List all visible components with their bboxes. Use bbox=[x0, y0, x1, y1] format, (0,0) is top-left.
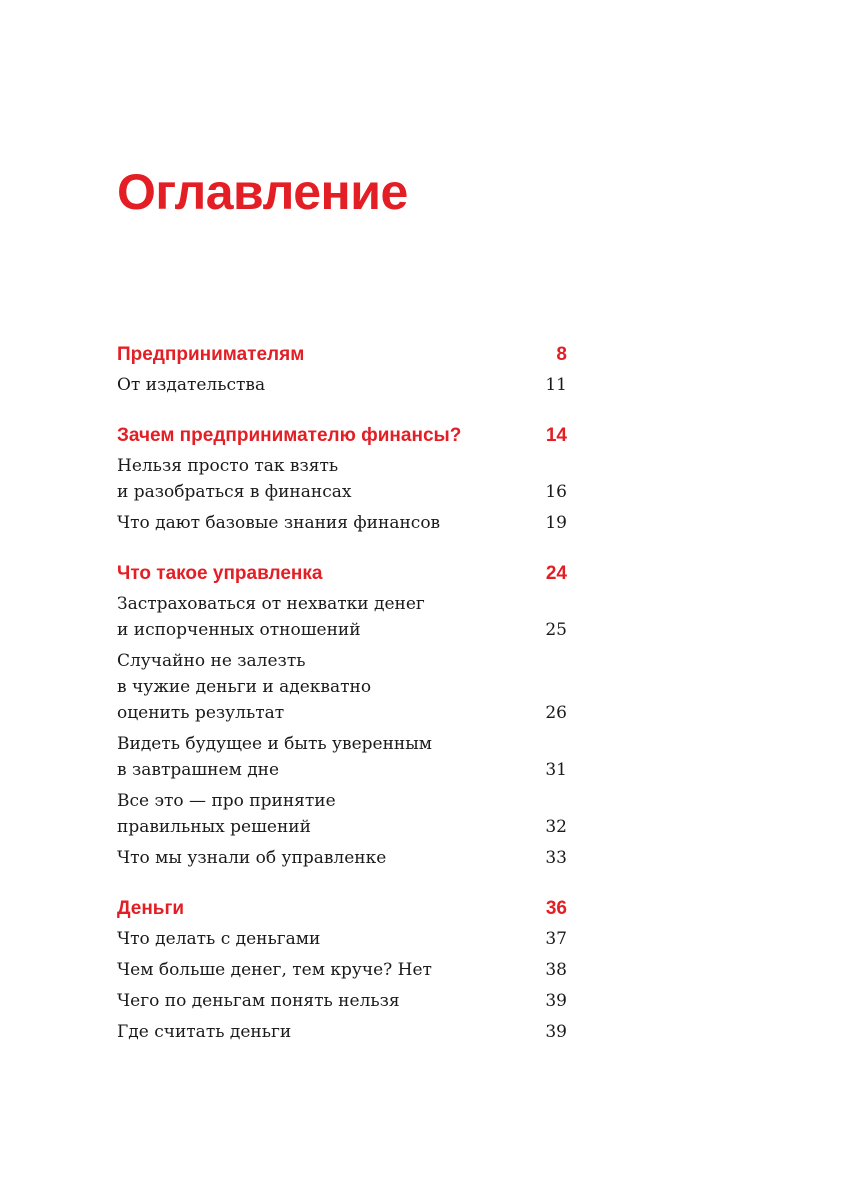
entry-title: Где считать деньги bbox=[117, 1022, 292, 1042]
toc-entry[interactable] bbox=[117, 510, 567, 536]
entry-page: 33 bbox=[545, 848, 567, 868]
entry-page: 11 bbox=[545, 375, 567, 395]
toc-entry[interactable] bbox=[117, 453, 567, 505]
section-heading[interactable] bbox=[117, 340, 567, 370]
toc-section bbox=[117, 340, 567, 398]
toc-entry[interactable] bbox=[117, 372, 567, 398]
entry-page: 39 bbox=[545, 1022, 567, 1042]
section-heading[interactable] bbox=[117, 894, 567, 924]
entry-page: 39 bbox=[545, 991, 567, 1011]
entry-page: 19 bbox=[545, 513, 567, 533]
section-heading[interactable] bbox=[117, 559, 567, 589]
entry-title: Что делать с деньгами bbox=[117, 929, 321, 949]
toc-entry[interactable] bbox=[117, 731, 567, 783]
entry-title: Застраховаться от нехватки денег и испорченных отношений bbox=[117, 594, 425, 640]
section-page: 14 bbox=[545, 425, 567, 446]
entry-title: Видеть будущее и быть уверенным в завтрашнем дне bbox=[117, 734, 433, 780]
toc-entry[interactable] bbox=[117, 788, 567, 840]
toc-entry[interactable] bbox=[117, 926, 567, 952]
entry-page: 32 bbox=[545, 817, 567, 837]
section-title: Предпринимателям bbox=[117, 344, 305, 365]
toc-entry[interactable] bbox=[117, 845, 567, 871]
section-page: 24 bbox=[545, 563, 567, 584]
toc-entry[interactable] bbox=[117, 988, 567, 1014]
entry-title: Что дают базовые знания финансов bbox=[117, 513, 441, 533]
section-title: Зачем предпринимателю финансы? bbox=[117, 425, 462, 446]
toc-section bbox=[117, 559, 567, 871]
entry-title: Что мы узнали об управленке bbox=[117, 848, 387, 868]
page-title: Оглавление bbox=[117, 164, 408, 220]
section-title: Деньги bbox=[117, 898, 185, 919]
section-page: 36 bbox=[545, 898, 567, 919]
entry-page: 38 bbox=[545, 960, 567, 980]
entry-page: 16 bbox=[545, 482, 567, 502]
toc-section bbox=[117, 894, 567, 1045]
entry-title: Чего по деньгам понять нельзя bbox=[117, 991, 400, 1011]
entry-title: Чем больше денег, тем круче? Нет bbox=[117, 960, 432, 980]
entry-title: От издательства bbox=[117, 375, 266, 395]
section-title: Что такое управленка bbox=[117, 563, 323, 584]
entry-title: Все это — про принятие правильных решений bbox=[117, 791, 336, 837]
entry-page: 37 bbox=[545, 929, 567, 949]
entry-page: 26 bbox=[545, 703, 567, 723]
section-page: 8 bbox=[556, 344, 567, 365]
section-heading[interactable] bbox=[117, 421, 567, 451]
table-of-contents bbox=[117, 340, 567, 1068]
toc-section bbox=[117, 421, 567, 536]
toc-entry[interactable] bbox=[117, 1019, 567, 1045]
entry-page: 25 bbox=[545, 620, 567, 640]
toc-entry[interactable] bbox=[117, 957, 567, 983]
entry-title: Случайно не залезть в чужие деньги и адекватно оценить результат bbox=[117, 651, 372, 723]
entry-title: Нельзя просто так взять и разобраться в финансах bbox=[117, 456, 352, 502]
toc-entry[interactable] bbox=[117, 648, 567, 726]
toc-entry[interactable] bbox=[117, 591, 567, 643]
entry-page: 31 bbox=[545, 760, 567, 780]
